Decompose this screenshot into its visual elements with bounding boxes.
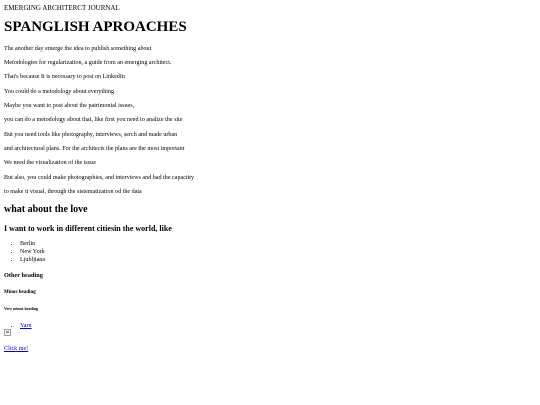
- list-item: • Ljubljiana: [20, 256, 45, 264]
- yarn-link[interactable]: Yarn: [20, 323, 32, 329]
- page-heading: SPANGLISH APROACHES: [4, 19, 187, 35]
- paragraph: to make it visual, through the sistematization od the data: [4, 189, 142, 195]
- minor-heading: Minor heading: [4, 290, 36, 295]
- paragraph: We need the visualization of the issue: [4, 160, 96, 166]
- paragraph: Metodologies for regularization, a guide from an emerging architect.: [4, 60, 172, 66]
- broken-image-icon: [4, 329, 11, 336]
- paragraph: But also, you could make photographies, and interviews and had the capacitty: [4, 175, 195, 181]
- city-list: [4, 240, 45, 264]
- section-heading: what about the love: [4, 204, 88, 215]
- paragraph: Maybe you want to post about the patrimonial issues,: [4, 103, 135, 109]
- list-item: • Berlin: [20, 240, 45, 248]
- paragraph: That's because It is necessary to post on LinkedIn: [4, 74, 125, 80]
- click-me-link[interactable]: Click me!: [4, 346, 29, 352]
- other-heading: Other heading: [4, 272, 43, 279]
- paragraph: you can do a metodology about that, like first you need to analize the site: [4, 117, 183, 123]
- paragraph: But you need tools like photography, interviews, serch and made urban: [4, 132, 178, 138]
- paragraph: You could do a metodology about everything.: [4, 89, 116, 95]
- paragraph: The another day emerge the idea to publish something about: [4, 46, 152, 52]
- very-minor-heading: Very minor heading: [4, 306, 39, 311]
- subheading: I want to work in different citiesin the world, like: [4, 224, 172, 233]
- list-item: [20, 322, 32, 330]
- site-title: EMERGING ARCHITERCT JOURNAL: [4, 4, 120, 12]
- paragraph: and architectural plans. For the architects the plans are the most important: [4, 146, 185, 152]
- list-item: • New York: [20, 248, 45, 256]
